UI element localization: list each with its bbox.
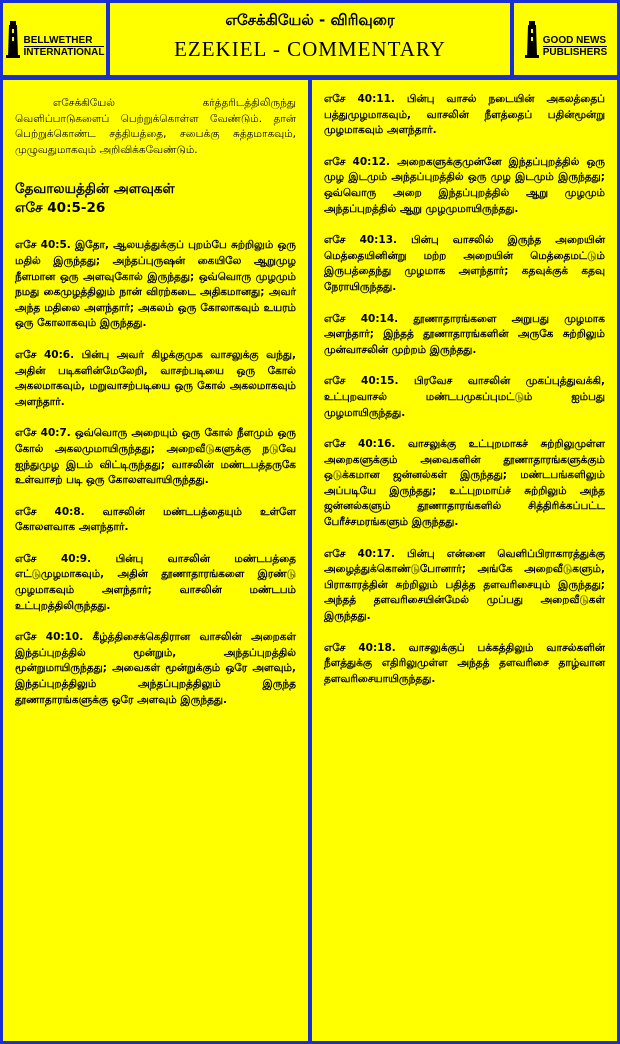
verse-paragraph: எசே 40:6. பின்பு அவர் கிழக்குமுக வாசலுக்கு வந்து, அதின் படிகளின்மேலேறி, வாசற்படியை ஒரு கோல் அகலமாகவும், மறுவாசற்படியை ஒரு கோல் அகலமாகவும் அளந்தார்.	[15, 348, 296, 408]
left-column	[3, 80, 308, 1041]
verse-paragraph: எசே 40:18. வாசலுக்குப் பக்கத்திலும் வாசல்களின் நீளத்துக்கு எதிரிலுமுள்ள அந்தத் தளவரிசை தாழ்வான தளவரிசையாயிருந்தது.	[324, 641, 605, 685]
heading-reference: எசே 40:5-26	[15, 200, 106, 217]
logo-line1: GOOD NEWS	[542, 34, 607, 46]
verse-paragraph: எசே 40:17. பின்பு என்னை வெளிப்பிராகாரத்துக்கு அழைத்துக்கொண்டுபோனார்; அங்கே அறைவீடுகளும், பிராகாரத்தின் சுற்றிலும் பதித்த தளவரிசையும் இருந்தது; அந்தத் தளவரிசையின்மேல் முப்பது அறைவீடுகள் இருந்தது.	[324, 547, 605, 623]
logo-line2: INTERNATIONAL	[23, 46, 105, 58]
verse-paragraph: எசே 40:7. ஒவ்வொரு அறையும் ஒரு கோல் நீளமும் ஒரு கோல் அகலமுமாயிருந்தது; அறைவீடுகளுக்கு நடுவே ஐந்துமுழ இடம் விட்டிருந்தது; வாசலின் மண்டபத்தருகே உள்வாசற் படி ஒரு கோலளவாயிருந்தது.	[15, 427, 296, 487]
verse-paragraph: எசே 40:13. பின்பு வாசலில் இருந்த அறையின் மெத்தையினின்று மற்ற அறையின் மெத்தைமட்டும் இருபத்தைந்து முழமாக அளந்தார்; கதவுக்குக் கதவு நேராயிருந்தது.	[324, 234, 605, 293]
verse-paragraph: எசே 40:12. அறைகளுக்குமுன்னே இந்தப்புறத்தில் ஒரு முழ இடமும் அந்தப்புறத்தில் ஒரு முழ இடமும் இருந்தது; ஒவ்வொரு அறை இந்தப்புறத்தில் ஆறு முழமும் அந்தப்புறத்தில் ஆறு முழமுமாயிருந்தது.	[324, 155, 605, 215]
heading-title: தேவாலயத்தின் அளவுகள்	[15, 181, 175, 198]
verse-paragraph: எசே 40:15. பிரவேச வாசலின் முகப்புத்துவக்கி, உட்புறவாசல் மண்டபமுகப்புமட்டும் ஐம்பது முழமாயிருந்தது.	[324, 375, 605, 419]
title-tamil: எசேக்கியேல் - விரிவுரை	[225, 11, 395, 29]
bellwether-logo	[3, 3, 106, 75]
right-column	[312, 80, 617, 1041]
verse-paragraph: எசே 40:10. கீழ்த்திசைக்கெதிரான வாசலின் அறைகள் இந்தப்புறத்தில் மூன்றும், அந்தப்புறத்தில் மூன்றுமாயிருந்தது; அவைகள் மூன்றுக்கும் ஒரே அளவும், இந்தப்புறத்திலும் அந்தப்புறத்திலும் இருந்த தூணாதாரங்களுக்கு ஒரே அளவும் இருந்தது.	[15, 631, 296, 706]
page-header	[110, 3, 510, 75]
verse-paragraph: எசே 40:14. தூணாதாரங்களை அறுபது முழமாக அளந்தார்; இந்தத் தூணாதாரங்களின் அருகே சுற்றிலும் முன்வாசலின் முற்றம் இருந்தது.	[324, 312, 605, 356]
tower-icon	[5, 19, 21, 59]
good-news-logo	[514, 3, 617, 75]
section-heading	[15, 180, 296, 218]
verse-paragraph: எசே 40:16. வாசலுக்கு உட்புறமாகச் சுற்றிலுமுள்ள அறைகளுக்கும் அவைகளின் தூணாதாரங்களுக்கும் ஒடுக்கமான ஜன்னல்கள் இருந்தது; மண்டபங்களிலும் அப்படியே இருந்தது; உட்புறமாய்ச் சுற்றிலும் அந்த ஜன்னல்களும் தூணாதாரங்களில் சித்திரிக்கப்பட்ட பேரீச்சமரங்களும் இருந்தது.	[324, 438, 605, 529]
logo-line2: PUBLISHERS	[542, 46, 608, 58]
title-english: EZEKIEL - COMMENTARY	[174, 37, 446, 61]
intro-paragraph: எசேக்கியேல் கர்த்தரிடத்திலிருந்து வெளிப்பாடுகளைப் பெற்றுக்கொள்ள வேண்டும். தான் பெற்றுக்கொண்ட சத்தியத்தை, சபைக்கு சுத்தமாகவும், முழுவதுமாகவும் அறிவிக்கவேண்டும்.	[15, 97, 296, 156]
verse-paragraph: எசே 40:8. வாசலின் மண்டபத்தையும் உள்ளே கோலளவாக அளந்தார்.	[15, 505, 296, 534]
verse-paragraph: எசே 40:11. பின்பு வாசல் நடையின் அகலத்தைப் பத்துமுழமாகவும், வாசலின் நீளத்தைப் பதின்மூன்று முழமாகவும் அளந்தார்.	[324, 93, 605, 137]
logo-line1: BELLWETHER	[24, 35, 105, 47]
verse-paragraph: எசே 40:9. பின்பு வாசலின் மண்டபத்தை எட்டுமுழமாகவும், அதின் தூணாதாரங்களை இரண்டு முழமாகவும் அளந்தார்; வாசலின் மண்டபம் உட்புறத்திலிருந்தது.	[15, 552, 296, 612]
verse-paragraph: எசே 40:5. இதோ, ஆலயத்துக்குப் புறம்பே சுற்றிலும் ஒரு மதில் இருந்தது; அந்தப்புருஷன் கையிலே ஆறுமுழ நீளமான ஒரு அளவுகோல் இருந்தது; ஒவ்வொரு முழமும் நமது கைமுழத்திலும் நான் விரற்கடை அதிகமானது; அவர் அந்த மதிலை அளந்தார்; அகலம் ஒரு கோலாகவும் உயரம் ஒரு கோலாகவும் இருந்தது.	[15, 239, 296, 330]
tower-icon	[524, 19, 540, 59]
